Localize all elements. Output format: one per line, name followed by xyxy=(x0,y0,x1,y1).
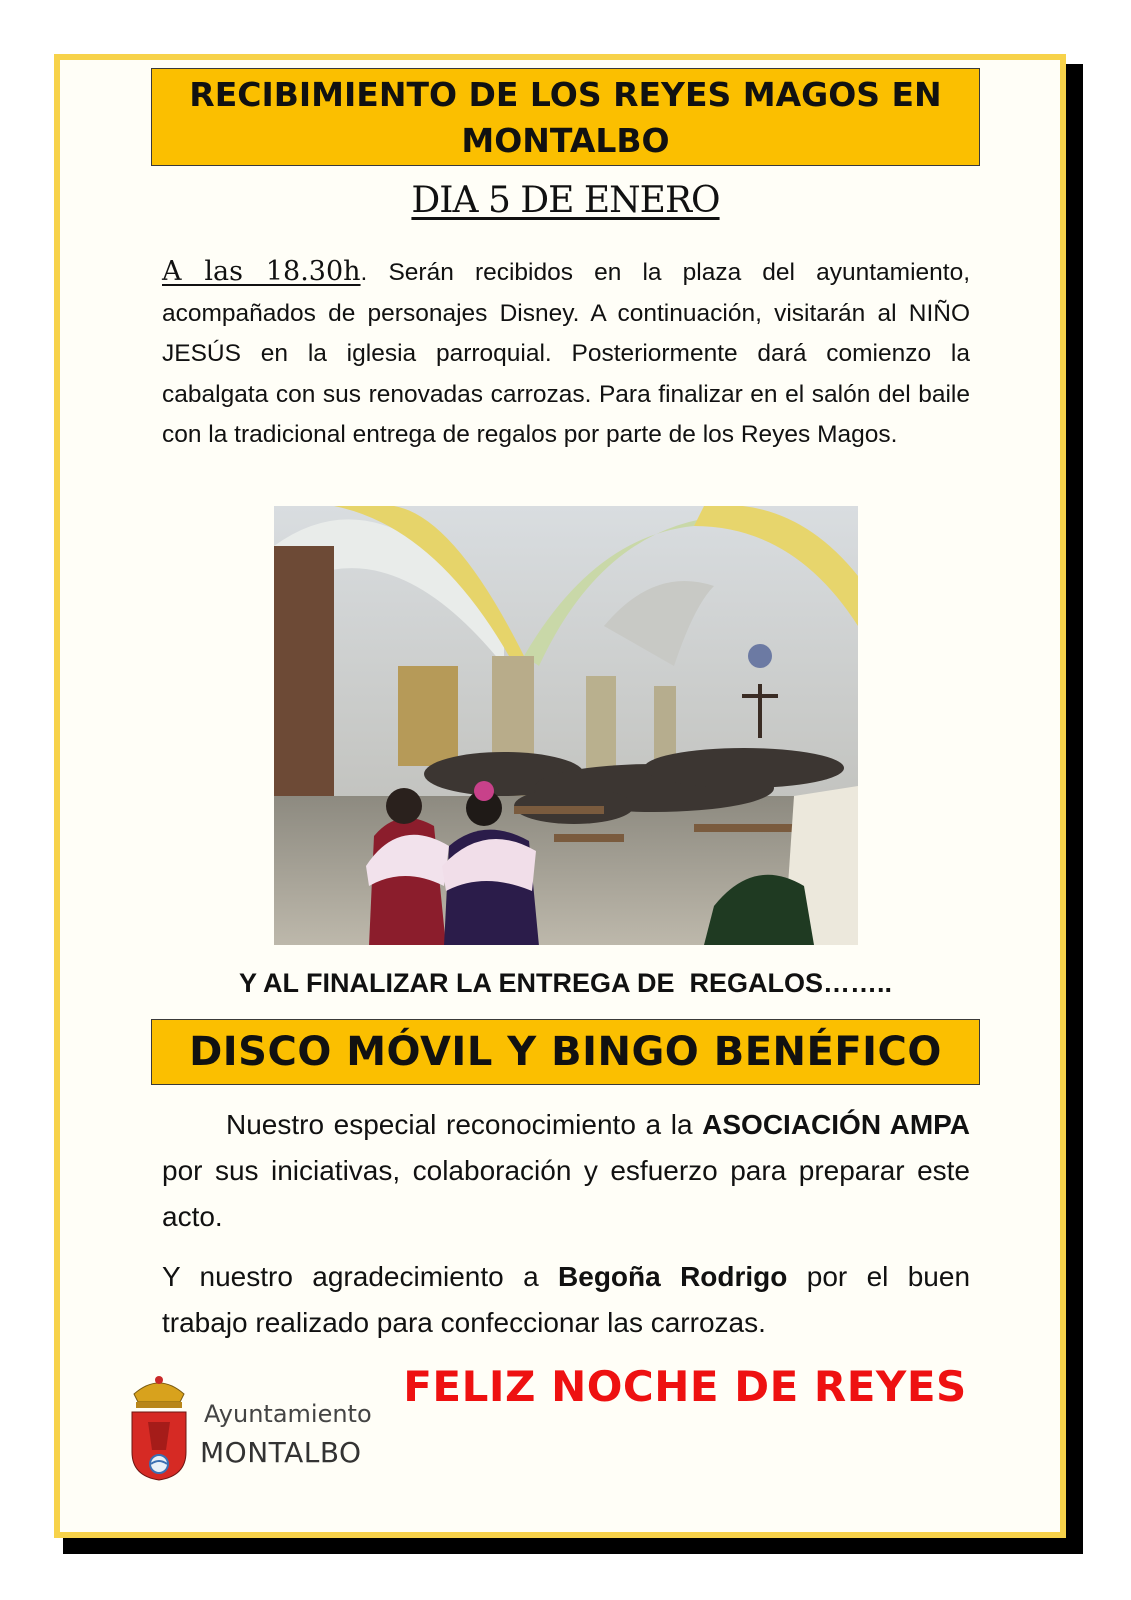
after-gifts-heading: Y AL FINALIZAR LA ENTREGA DE REGALOS…….. xyxy=(238,968,893,998)
thanks-person: Begoña Rodrigo xyxy=(558,1261,788,1292)
thanks-paragraph xyxy=(162,1254,970,1346)
intro-time: A las 18.30h xyxy=(162,256,361,287)
municipality-logo xyxy=(124,1372,424,1492)
date-heading: DIA 5 DE ENERO xyxy=(411,180,720,221)
recognition-paragraph xyxy=(162,1102,970,1240)
church-interior-photo xyxy=(274,506,858,945)
recognition-text-before: Nuestro especial reconocimiento a la xyxy=(226,1109,703,1140)
recognition-text-after: por sus iniciativas, colaboración y esfuerzo para preparar este acto. xyxy=(162,1155,970,1232)
thanks-text-before: Y nuestro agradecimiento a xyxy=(162,1261,559,1292)
logo-line-1: Ayuntamiento xyxy=(204,1400,372,1428)
intro-paragraph xyxy=(162,252,970,456)
logo-line-2: MONTALBO xyxy=(200,1436,362,1469)
intro-text: . Serán recibidos en la plaza del ayuntamiento, acompañados de personajes Disney. A continuación, visitarán al NIÑO JESÚS en la iglesia parroquial. Posteriormente dará comienzo la cabalgata con sus renovadas carrozas. Para finalizar en el salón del baile con la tradicional entrega de regalos por parte de los Reyes Magos. xyxy=(162,259,971,448)
coat-of-arms-icon xyxy=(124,1372,194,1482)
event-banner xyxy=(151,1019,980,1085)
page-title: RECIBIMIENTO DE LOS REYES MAGOS EN MONTALBO xyxy=(189,75,942,160)
closing-greeting: FELIZ NOCHE DE REYES xyxy=(403,1362,967,1411)
recognition-association: ASOCIACIÓN AMPA xyxy=(702,1109,970,1140)
photo-illustration xyxy=(274,506,858,945)
title-banner xyxy=(151,68,980,166)
thanks-text-after: por el buen trabajo realizado para confeccionar las carrozas. xyxy=(162,1261,971,1338)
event-banner-text: DISCO MÓVIL Y BINGO BENÉFICO xyxy=(189,1029,942,1075)
